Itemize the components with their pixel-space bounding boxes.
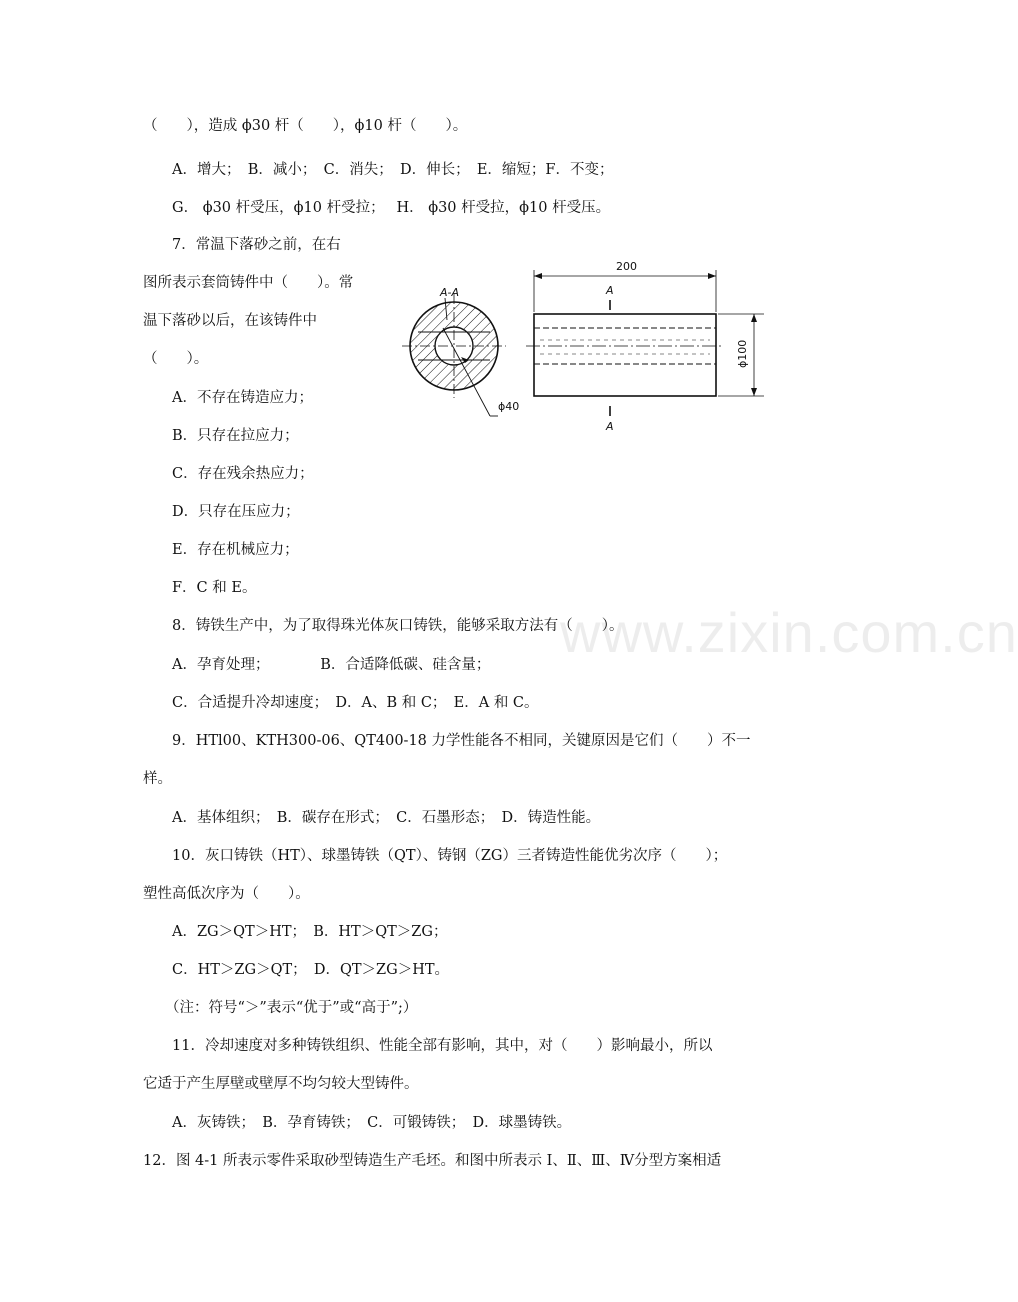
question-11-line-2: 它适于产生厚壁或壁厚不均匀较大型铸件。 bbox=[143, 1076, 419, 1092]
question-10-line-1: 10．灰口铸铁（HT）、球墨铸铁（QT）、铸钢（ZG）三者铸造性能优劣次序（ ）； bbox=[172, 848, 728, 864]
options-8-line-2: C．合适提升冷却速度； D．A、B 和 C； E．A 和 C。 bbox=[172, 695, 539, 711]
option-7c: C．存在残余热应力； bbox=[172, 466, 314, 482]
option-7a: A．不存在铸造应力； bbox=[172, 390, 313, 406]
options-8-line-1: A．孕育处理； B．合适降低碳、硅含量； bbox=[172, 657, 491, 673]
options-9: A．基体组织； B．碳存在形式； C．石墨形态； D．铸造性能。 bbox=[172, 810, 601, 826]
question-11-line-1: 11．冷却速度对多种铸铁组织、性能全部有影响，其中，对（ ）影响最小，所以 bbox=[172, 1038, 713, 1054]
question-9-line-1: 9．HTl00、KTH300-06、QT400-18 力学性能各不相同，关键原因是它们（ ）不一 bbox=[172, 733, 751, 749]
option-7d: D．只存在压应力； bbox=[172, 504, 300, 520]
option-7f: F．C 和 E。 bbox=[172, 580, 257, 596]
question-9-line-2: 样。 bbox=[143, 771, 172, 787]
cut-marker-top-label: A bbox=[606, 284, 614, 297]
question-10-line-2: 塑性高低次序为（ ）。 bbox=[143, 886, 310, 902]
question-7-line-2: 图所表示套筒铸件中（ ）。常 bbox=[143, 275, 354, 291]
watermark: www.zixin.com.cn bbox=[560, 601, 1018, 664]
options-11: A．灰铸铁； B．孕育铸铁； C．可锻铸铁； D．球墨铸铁。 bbox=[172, 1115, 572, 1131]
question-7-line-4: （ ）。 bbox=[143, 351, 209, 367]
options-10-line-1: A．ZG＞QT＞HT； B．HT＞QT＞ZG； bbox=[172, 924, 448, 940]
length-dimension-label: 200 bbox=[616, 260, 637, 273]
option-7e: E．存在机械应力； bbox=[172, 542, 299, 558]
option-7b: B．只存在拉应力； bbox=[172, 428, 299, 444]
text-line-1: （ ），造成 ϕ30 杆（ ），ϕ10 杆（ ）。 bbox=[143, 118, 468, 134]
question-7-line-3: 温下落砂以后，在该铸件中 bbox=[143, 313, 317, 329]
sleeve-casting-figure bbox=[398, 256, 768, 438]
question-8: 8．铸铁生产中，为了取得珠光体灰口铸铁，能够采取方法有（ ）。 bbox=[172, 618, 624, 634]
text-line-3: G． ϕ30 杆受压，ϕ10 杆受拉； H． ϕ30 杆受拉，ϕ10 杆受压。 bbox=[172, 200, 611, 216]
question-7-line-1: 7．常温下落砂之前，在右 bbox=[172, 237, 341, 253]
bore-dimension-label: ϕ40 bbox=[498, 400, 520, 413]
options-10-line-2: C．HT＞ZG＞QT； D．QT＞ZG＞HT。 bbox=[172, 962, 450, 978]
section-label: A-A bbox=[440, 286, 460, 299]
diameter-dimension-label: ϕ100 bbox=[736, 339, 749, 368]
cut-marker-bottom-label: A bbox=[606, 420, 614, 433]
text-line-2: A．增大； B．减小； C．消失； D．伸长； E．缩短；F．不变； bbox=[172, 162, 614, 178]
cross-section-view bbox=[398, 256, 768, 438]
question-12-line-1: 12．图 4-1 所表示零件采取砂型铸造生产毛坯。和图中所表示 Ⅰ、Ⅱ、Ⅲ、Ⅳ分型方案相适 bbox=[143, 1153, 722, 1169]
note-10: （注：符号“＞”表示“优于”或“高于”;） bbox=[165, 1000, 418, 1016]
